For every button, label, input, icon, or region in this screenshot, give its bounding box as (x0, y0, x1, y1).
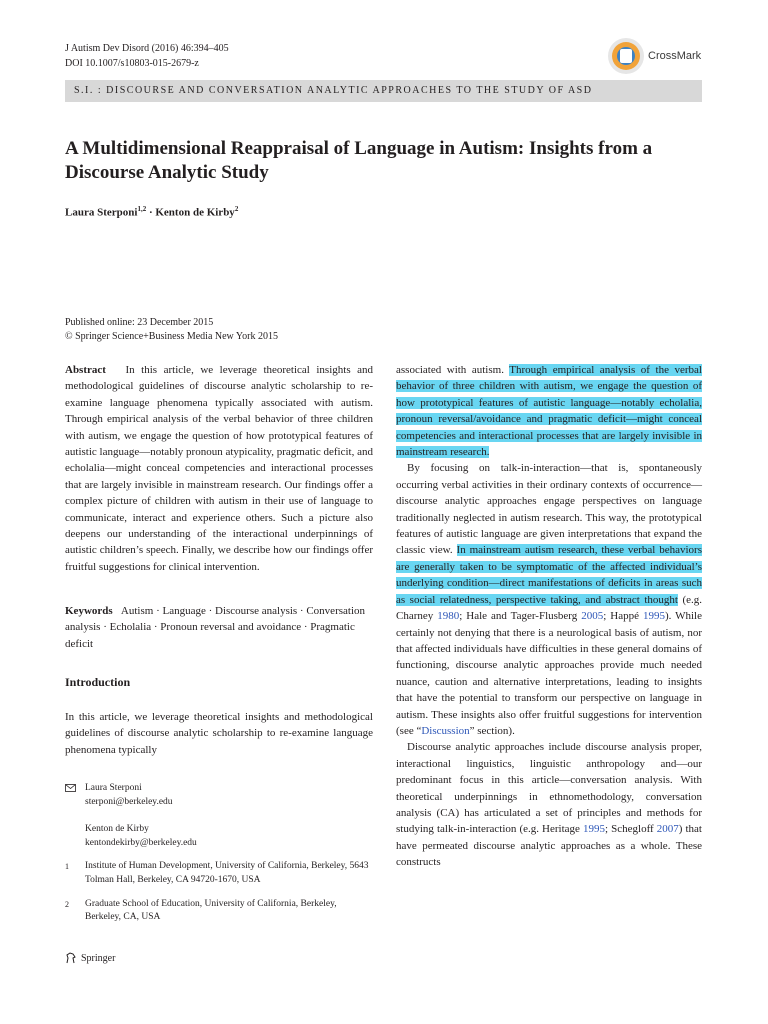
crossmark-label: CrossMark (648, 50, 702, 62)
article-title: A Multidimensional Reappraisal of Language in Autism: Insights from a Discourse Analytic Study (65, 138, 653, 183)
affiliation-marker: 2 (234, 205, 239, 213)
affiliation-marker: 1,2 (137, 205, 147, 213)
contact-block (65, 782, 373, 809)
text-run: ” section). (469, 724, 515, 737)
introduction-paragraph: In this article, we leverage theoretical insights and methodological guidelines of discourse analytic scholarship to re-examine language phenomena typically (65, 711, 373, 756)
author-name[interactable]: Laura Sterponi (65, 206, 138, 219)
affiliation (65, 898, 373, 925)
contact-email[interactable]: kentondekirby@berkeley.edu (85, 837, 197, 848)
publisher-name: Springer (81, 952, 116, 964)
journal-volume: J Autism Dev Disord (2016) 46:394–405 (65, 43, 229, 54)
affiliation-number: 2 (65, 899, 69, 909)
crossmark-icon (608, 38, 644, 74)
keywords (65, 603, 373, 652)
text-run: ). While certainly not denying that there is a neurological basis of autism, nor that affected individuals have difficulties in these general domains of functioning, discourse analytic approaches provide much needed nuance, caution and alternative interpretations, leading to insights that have the potential to transform our perspective on language in autism. These insights also offer fruitful suggestions for intervention (see “ (396, 610, 702, 737)
section-heading: Introduction (65, 675, 131, 689)
envelope-icon (65, 782, 85, 809)
contact-name: Kenton de Kirby (85, 824, 149, 835)
text-run: ; Happé (603, 610, 643, 623)
copyright: © Springer Science+Business Media New York 2015 (65, 331, 278, 342)
highlighted-text: Through empirical analysis of the verbal behavior of three children with autism, we engage the question of how prototypical features of autistic language—notably echolalia, pronoun reversal/avoidance and pragmatic deficit—might conceal competencies and interactional processes that are largely invisible in mainstream research. (396, 364, 702, 459)
affiliation (65, 860, 373, 887)
citation-link[interactable]: 1980 (437, 610, 460, 623)
citation-link[interactable]: 2005 (581, 610, 604, 623)
abstract-heading: Abstract (65, 364, 106, 376)
special-issue-banner: S.I. : DISCOURSE AND CONVERSATION ANALYTIC APPROACHES TO THE STUDY OF ASD (65, 80, 702, 102)
contact-email[interactable]: sterponi@berkeley.edu (85, 796, 173, 807)
publication-info (65, 316, 278, 344)
doi[interactable]: DOI 10.1007/s10803-015-2679-z (65, 58, 199, 69)
right-column (396, 362, 702, 871)
footnotes (65, 782, 373, 925)
text-run: By focusing on talk-in-interaction—that is, spontaneously occurring verbal activities in their ordinary contexts of occurrence—discourse analytic approaches engage perspectives on language traditionally neglected in autism research. This way, the prototypical features of autistic language are given interpretations that expand the classic view. (396, 462, 702, 557)
text-run: ) that have permeated discourse analytic approaches as a whole. These constructs (396, 823, 702, 869)
text-run: Discourse analytic approaches include discourse analysis proper, interactional linguistics, linguistic anthropology and—our predominant focus in this article—conversation analysis. With theoretical underpinnings in ethnomethodology, conversation analysis (CA) has articulated a set of principles and methods for studying talk-in-interaction (e.g. Heritage (396, 741, 702, 836)
body-paragraph (396, 739, 702, 870)
body-paragraph (396, 460, 702, 739)
affiliation-text: Graduate School of Education, University of California, Berkeley, Berkeley, CA, USA (85, 898, 337, 923)
author-name[interactable]: Kenton de Kirby (155, 206, 235, 219)
body-paragraph (396, 362, 702, 460)
text-run: ; Hale and Tager-Flusberg (459, 610, 582, 623)
citation-link[interactable]: 1995 (642, 610, 665, 623)
journal-citation (65, 41, 229, 71)
abstract-text: In this article, we leverage theoretical insights and methodological guidelines of discourse analytic scholarship to re-examine language phenomena typically associated with autism. Through empirical analysis of the verbal behavior of three children with autism, we engage the question of how prototypical features of autistic language—notably pronoun atypicality, pragmatic deficit, and echolalia—might conceal competencies and interactional processes that are largely invisible in mainstream research. Our findings offer a complex picture of children with autism in their use of language to communicate, interact and experience others. Such a picture also deepens our understanding of the interactional underpinnings of autistic children’s speech. Finally, we describe how our findings offer fruitful suggestions for clinical intervention. (65, 364, 374, 573)
author-separator: · (146, 206, 156, 219)
keywords-heading: Keywords (65, 605, 113, 617)
highlighted-text: In mainstream autism research, these verbal behaviors are generally taken to be symptomatic of the affected individual’s underlying condition—direct manifestations of deficits in areas such as social relatedness, perspective taking, and abstract thought (396, 544, 702, 606)
text-run: associated with autism. (396, 364, 510, 376)
published-date: Published online: 23 December 2015 (65, 317, 214, 328)
publisher-logo (65, 952, 115, 964)
keywords-text: Autism · Language · Discourse analysis · Conversation analysis · Echolalia · Pronoun reversal and avoidance · Pragmatic deficit (65, 605, 366, 650)
author-line (65, 205, 238, 219)
springer-horse-icon (65, 952, 77, 964)
text-run: (e.g. Charney (396, 593, 702, 623)
abstract (65, 362, 373, 575)
affiliation-number: 1 (65, 862, 69, 872)
section-link[interactable]: Discussion (421, 724, 470, 737)
citation-link[interactable]: 1995 (583, 823, 605, 836)
contact-block (65, 823, 373, 850)
crossmark-badge[interactable] (608, 38, 708, 74)
citation-link[interactable]: 2007 (656, 823, 679, 836)
contact-name: Laura Sterponi (85, 783, 142, 793)
text-run: ; Schegloff (605, 823, 657, 836)
affiliation-text: Institute of Human Development, University of California, Berkeley, 5643 Tolman Hall, Berkeley, CA 94720-1670, USA (85, 861, 369, 885)
